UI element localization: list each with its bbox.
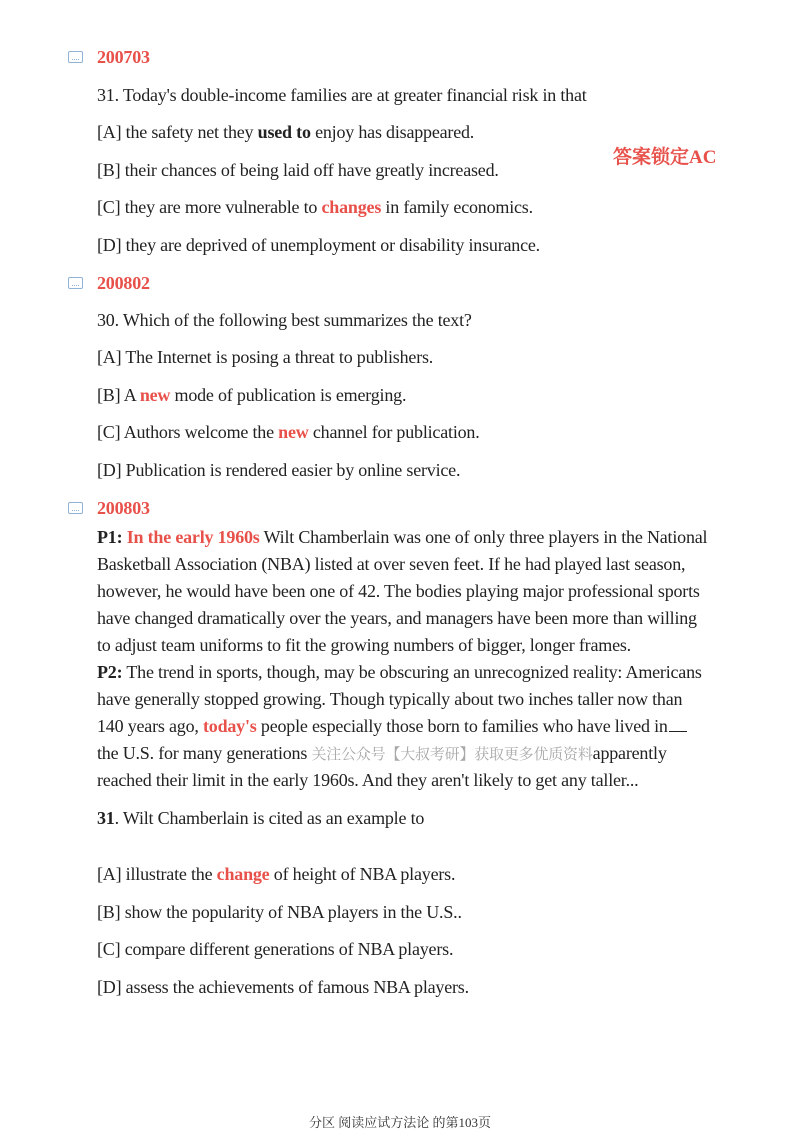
text-line bbox=[97, 769, 638, 791]
text-segment: people especially those born to families who have lived in bbox=[256, 716, 668, 736]
highlight-text: today's bbox=[202, 716, 257, 736]
text-line bbox=[97, 634, 631, 656]
text-segment: [B] show the popularity of NBA players in the U.S.. bbox=[97, 902, 462, 922]
section-icon bbox=[68, 277, 83, 289]
text-segment: [B] their chances of being laid off have greatly increased. bbox=[97, 160, 499, 180]
highlight-text: new bbox=[139, 385, 171, 405]
section-heading: 200802 bbox=[97, 273, 150, 293]
text-segment: of height of NBA players. bbox=[269, 864, 456, 884]
bold-text: P1: bbox=[97, 527, 127, 547]
text-line bbox=[97, 715, 687, 737]
text-line bbox=[97, 938, 453, 960]
text-segment: [C] they are more vulnerable to bbox=[97, 197, 322, 217]
text-line bbox=[97, 742, 667, 765]
text-segment: to adjust team uniforms to fit the growing numbers of bigger, longer frames. bbox=[97, 635, 631, 655]
text-segment: in family economics. bbox=[381, 197, 533, 217]
text-line bbox=[97, 553, 685, 575]
highlight-text: changes bbox=[321, 197, 382, 217]
text-line bbox=[97, 580, 700, 602]
text-segment: Wilt Chamberlain was one of only three players in the National bbox=[259, 527, 708, 547]
text-line bbox=[97, 346, 433, 368]
text-segment: 30. Which of the following best summarizes the text? bbox=[97, 310, 472, 330]
text-segment: have generally stopped growing. Though typically about two inches taller now than bbox=[97, 689, 683, 709]
text-segment: have changed dramatically over the years, and managers have been more than willing bbox=[97, 608, 697, 628]
text-line bbox=[97, 421, 480, 443]
text-line bbox=[97, 688, 682, 710]
text-line bbox=[97, 607, 697, 629]
text-segment: [A] illustrate the bbox=[97, 864, 217, 884]
answer-stamp: 答案锁定AC bbox=[613, 147, 717, 168]
section-heading: 200703 bbox=[97, 47, 150, 67]
text-segment: [C] compare different generations of NBA players. bbox=[97, 939, 454, 959]
highlight-text: In the early 1960s bbox=[126, 527, 260, 547]
text-line bbox=[97, 901, 462, 923]
section-heading: 200803 bbox=[97, 498, 150, 518]
bold-text: 31 bbox=[97, 808, 115, 828]
text-segment: channel for publication. bbox=[308, 422, 480, 442]
text-segment: however, he would have been one of 42. The bodies playing major professional sports bbox=[97, 581, 700, 601]
bold-text: P2: bbox=[97, 662, 123, 682]
text-segment: 31. Today's double-income families are at greater financial risk in that bbox=[97, 85, 587, 105]
text-segment: [D] they are deprived of unemployment or disability insurance. bbox=[97, 235, 540, 255]
text-segment: the U.S. for many generations bbox=[97, 743, 312, 763]
bold-text: used to bbox=[257, 122, 311, 142]
text-segment: [A] the safety net they bbox=[97, 122, 258, 142]
highlight-text: change bbox=[216, 864, 270, 884]
text-segment: . Wilt Chamberlain is cited as an example to bbox=[114, 808, 425, 828]
text-segment: mode of publication is emerging. bbox=[170, 385, 407, 405]
text-line bbox=[97, 309, 472, 331]
text-segment: 140 years ago, bbox=[97, 716, 203, 736]
blank-dash bbox=[669, 731, 687, 732]
text-segment: [D] Publication is rendered easier by online service. bbox=[97, 460, 461, 480]
watermark-text: 关注公众号【大叔考研】获取更多优质资料 bbox=[311, 745, 593, 763]
text-line bbox=[97, 84, 587, 106]
text-line bbox=[97, 976, 469, 998]
text-line bbox=[97, 661, 702, 683]
section-icon bbox=[68, 502, 83, 514]
highlight-text: new bbox=[278, 422, 309, 442]
text-segment: [C] Authors welcome the bbox=[97, 422, 279, 442]
text-segment: Basketball Association (NBA) listed at over seven feet. If he had played last season, bbox=[97, 554, 686, 574]
text-line bbox=[97, 526, 707, 548]
text-segment: [D] assess the achievements of famous NBA players. bbox=[97, 977, 469, 997]
text-line bbox=[97, 234, 540, 256]
text-line bbox=[97, 863, 455, 885]
text-line bbox=[97, 384, 406, 406]
text-segment: The trend in sports, though, may be obscuring an unrecognized reality: Americans bbox=[122, 662, 702, 682]
text-line bbox=[97, 121, 474, 143]
section-icon bbox=[68, 51, 83, 63]
text-segment: [B] A bbox=[97, 385, 140, 405]
text-segment: [A] The Internet is posing a threat to publishers. bbox=[97, 347, 434, 367]
text-segment: apparently bbox=[592, 743, 667, 763]
text-line bbox=[97, 159, 499, 181]
text-segment: enjoy has disappeared. bbox=[310, 122, 475, 142]
text-line bbox=[97, 196, 533, 218]
text-line bbox=[97, 807, 424, 829]
page-footer: 分区 阅读应试方法论 的第103页 bbox=[308, 1115, 491, 1130]
text-line bbox=[97, 459, 460, 481]
text-segment: reached their limit in the early 1960s. And they aren't likely to get any taller... bbox=[97, 770, 639, 790]
